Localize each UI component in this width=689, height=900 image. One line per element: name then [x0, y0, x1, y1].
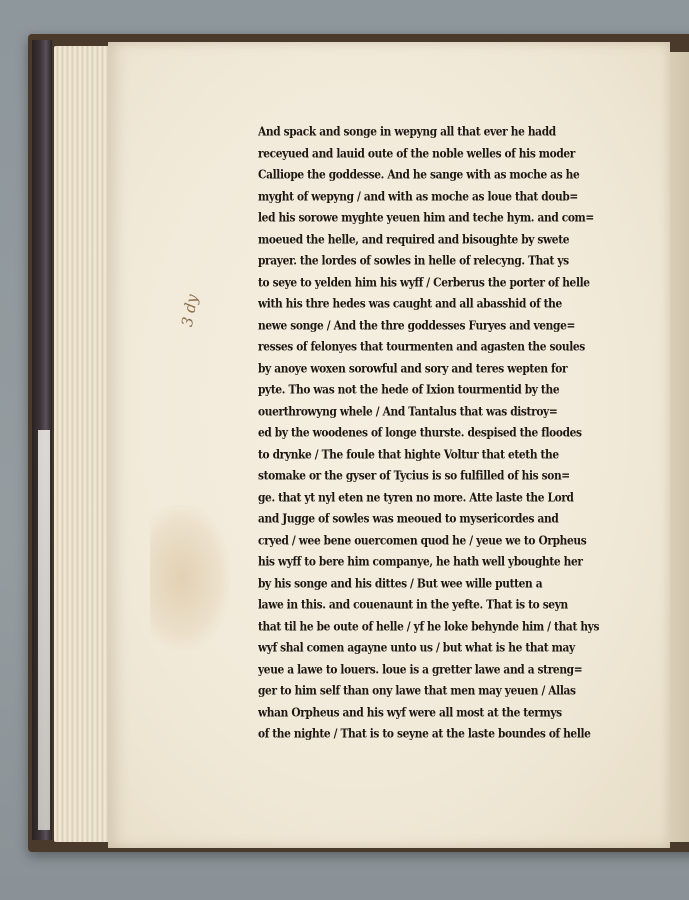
text-line: yeue a lawe to louers. loue is a gretter lawe and a streng=: [258, 662, 583, 677]
text-line: to seye to yelden him his wyff / Cerberus the porter of helle: [258, 275, 590, 290]
text-line: wyf shal comen agayne unto us / but what is he that may: [258, 640, 575, 655]
page-stain: [150, 505, 230, 650]
handwritten-marginalia: 3 dy: [178, 293, 202, 329]
text-line: by his songe and his dittes / But wee wille putten a: [258, 576, 543, 591]
text-line: prayer. the lordes of sowles in helle of relecyng. That ys: [258, 253, 569, 268]
text-line: ge. that yt nyl eten ne tyren no more. Atte laste the Lord: [258, 490, 574, 505]
spine-label-band: [38, 430, 50, 830]
text-line: newe songe / And the thre goddesses Furyes and venge=: [258, 318, 576, 333]
text-line: pyte. Tho was not the hede of Ixion tourmentid by the: [258, 382, 560, 397]
text-line: ed by the woodenes of longe thurste. despised the floodes: [258, 425, 582, 440]
text-line: And spack and songe in wepyng all that ever he hadd: [258, 124, 556, 139]
text-line: stomake or the gyser of Tycius is so fulfilled of his son=: [258, 468, 570, 483]
text-line: moeued the helle, and required and bisoughte by swete: [258, 232, 570, 247]
text-line: that til he be oute of helle / yf he loke behynde him / that hys: [258, 619, 600, 634]
text-line: by anoye woxen sorowful and sory and teres wepten for: [258, 361, 568, 376]
text-line: with his thre hedes was caught and all abasshid of the: [258, 296, 562, 311]
text-line: Calliope the goddesse. And he sange with as moche as he: [258, 167, 580, 182]
text-line: led his sorowe myghte yeuen him and teche hym. and com=: [258, 210, 594, 225]
text-line: receyued and lauid oute of the noble welles of his moder: [258, 146, 576, 161]
text-line: ger to him self than ony lawe that men may yeuen / Allas: [258, 683, 576, 698]
text-line: resses of felonyes that tourmenten and agasten the soules: [258, 339, 585, 354]
stacked-page-edges: [54, 46, 116, 842]
text-line: and Jugge of sowles was meoued to mysericordes and: [258, 511, 559, 526]
text-line: cryed / wee bene ouercomen quod he / yeue we to Orpheus: [258, 533, 587, 548]
text-line: lawe in this. and couenaunt in the yefte. That is to seyn: [258, 597, 568, 612]
text-line: his wyff to bere him companye, he hath well yboughte her: [258, 554, 583, 569]
text-line: to drynke / The foule that highte Voltur that eteth the: [258, 447, 559, 462]
text-line: myght of wepyng / and with as moche as loue that doub=: [258, 189, 578, 204]
text-line: whan Orpheus and his wyf were all most at the termys: [258, 705, 562, 720]
facing-page-edge: [670, 52, 689, 842]
text-line: of the nighte / That is to seyne at the laste boundes of helle: [258, 726, 591, 741]
text-line: ouerthrowyng whele / And Tantalus that was distroy=: [258, 404, 558, 419]
blackletter-text-block: [258, 122, 630, 746]
